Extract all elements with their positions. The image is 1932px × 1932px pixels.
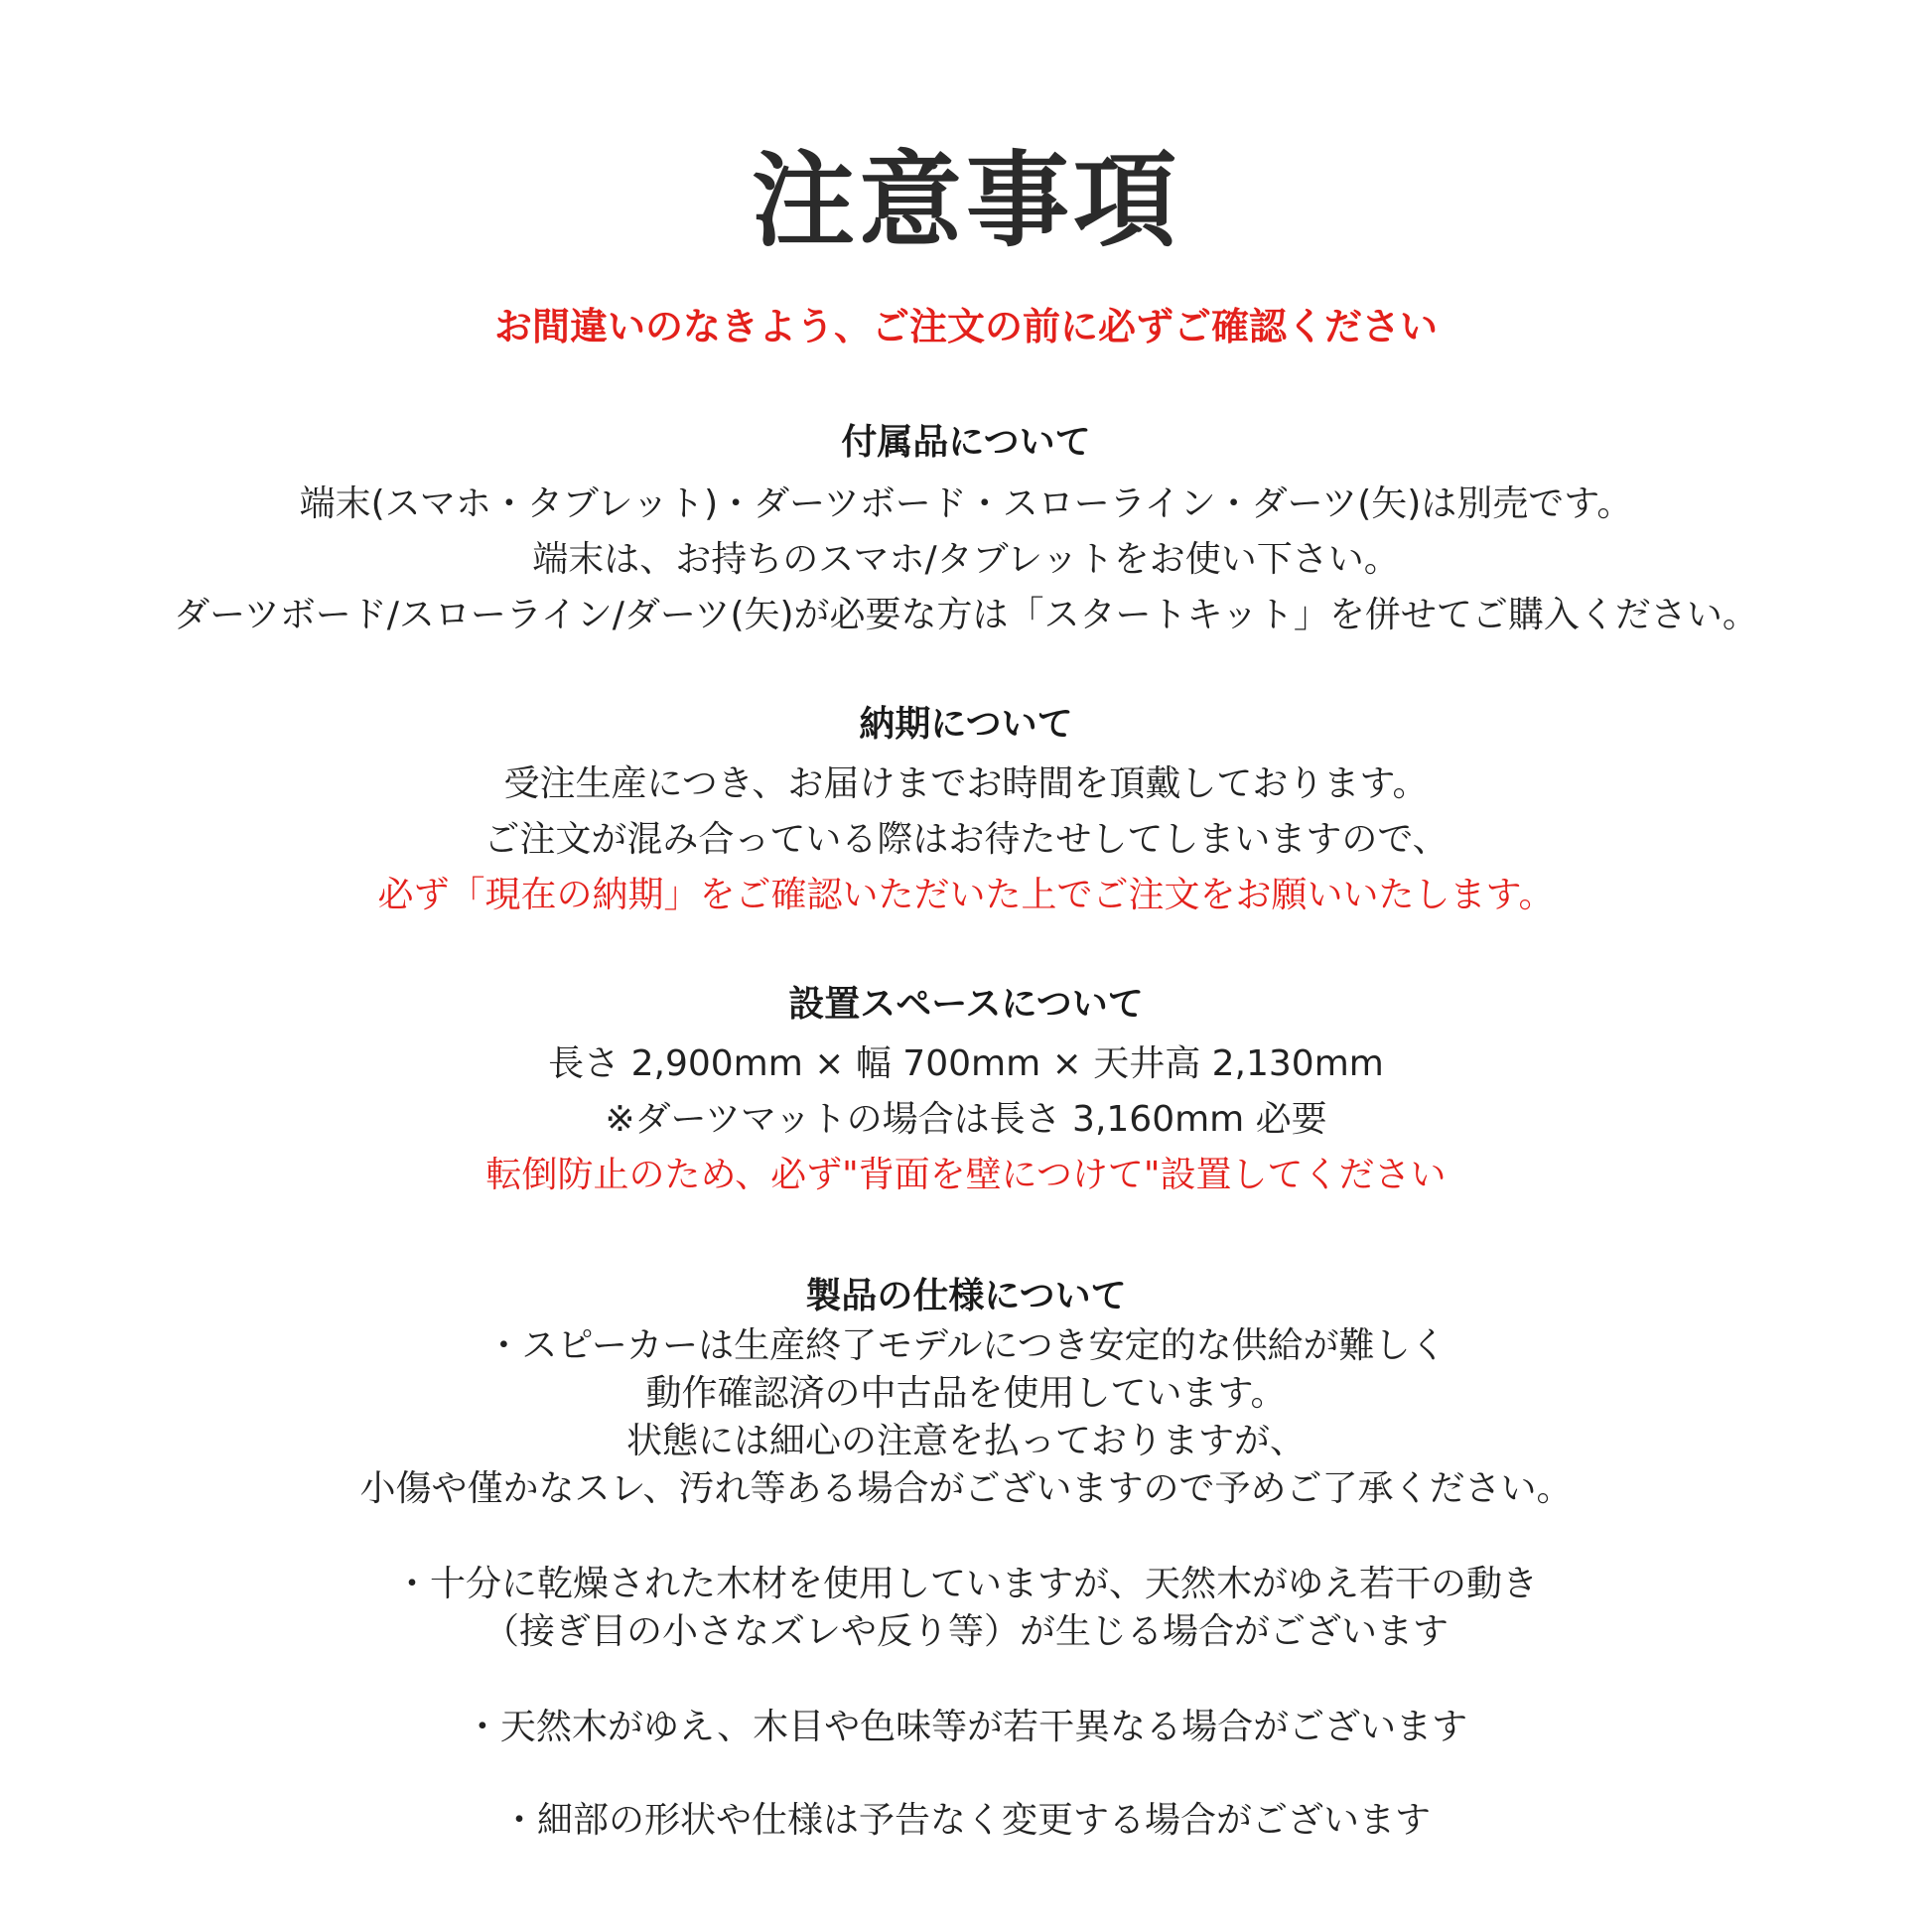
section-heading-delivery: 納期について [859,704,1073,745]
specs-line-2: 動作確認済の中古品を使用しています。 [645,1373,1287,1414]
specs-line-1: ・スピーカーは生産終了モデルにつき安定的な供給が難しく [485,1325,1447,1366]
specs-line-3: 状態には細心の注意を払っておりますが、 [625,1421,1306,1461]
space-line-2: ※ダーツマットの場合は長さ 3,160mm 必要 [605,1099,1327,1140]
accessories-line-1: 端末(スマホ・タブレット)・ダーツボード・スローライン・ダーツ(矢)は別売です。 [299,483,1633,524]
specs-line-6: （接ぎ目の小さなズレや反り等）が生じる場合がございます [483,1611,1449,1652]
delivery-warning: 必ず「現在の納期」をご確認いただいた上でご注文をお願いいたします。 [377,875,1555,915]
section-heading-accessories: 付属品について [841,422,1091,463]
space-line-1: 長さ 2,900mm × 幅 700mm × 天井高 2,130mm [548,1043,1384,1084]
space-warning: 転倒防止のため、必ず"背面を壁につけて"設置してください [485,1155,1447,1195]
accessories-line-2: 端末は、お持ちのスマホ/タブレットをお使い下さい。 [532,539,1400,580]
section-heading-space: 設置スペースについて [788,984,1144,1025]
specs-line-8: ・細部の形状や仕様は予告なく変更する場合がございます [500,1800,1431,1841]
specs-line-5: ・十分に乾燥された木材を使用していますが、天然木がゆえ若干の動き [393,1564,1538,1604]
page-title: 注意事項 [751,140,1180,261]
specs-line-7: ・天然木がゆえ、木目や色味等が若干異なる場合がございます [464,1707,1468,1747]
delivery-line-1: 受注生産につき、お届けまでお時間を頂戴しております。 [503,763,1429,804]
accessories-line-3: ダーツボード/スローライン/ダーツ(矢)が必要な方は「スタートキット」を併せてご購入ください。 [174,595,1758,635]
section-heading-specs: 製品の仕様について [805,1276,1127,1316]
specs-line-4: 小傷や僅かなスレ、汚れ等ある場合がございますので予めご了承ください。 [359,1468,1573,1509]
page-subtitle: お間違いのなきよう、ご注文の前に必ずご確認ください [493,305,1438,348]
delivery-line-2: ご注文が混み合っている際はお待たせしてしまいますので、 [483,819,1449,860]
